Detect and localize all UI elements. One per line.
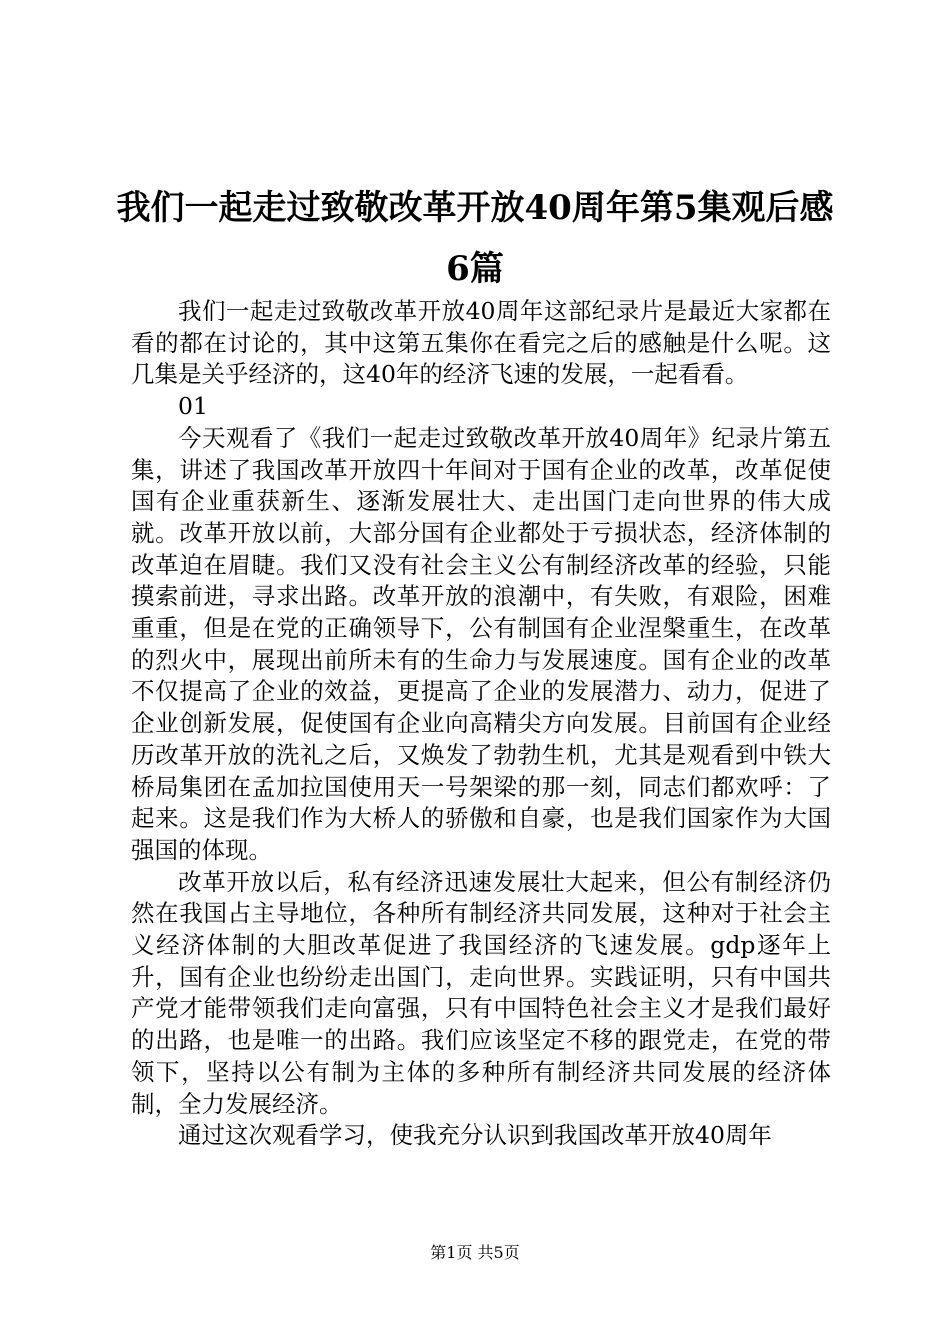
paragraph: 改革开放以后，私有经济迅速发展壮大起来，但公有制经济仍然在我国占主导地位，各种所有制经济共同发展，这种对于社会主义经济体制的大胆改革促进了我国经济的飞速发展。gdp逐年上升，国有企业也纷纷走出国门，走向世界。实践证明，只有中国共产党才能带领我们走向富强，只有中国特色社会主义才是我们最好的出路，也是唯一的出路。我们应该坚定不移的跟党走，在党的带领下，坚持以公有制为主体的多种所有制经济共同发展的经济体制，全力发展经济。 (131, 867, 831, 1118)
document-body (131, 296, 831, 1152)
paragraph-intro: 我们一起走过致敬改革开放40周年这部纪录片是最近大家都在看的都在讨论的，其中这第五集你在看完之后的感触是什么呢。这几集是关乎经济的，这40年的经济飞速的发展，一起看看。 (131, 297, 831, 389)
document-title: 我们一起走过致敬改革开放40周年第5集观后感6篇 (116, 188, 834, 289)
paragraph: 通过这次观看学习，使我充分认识到我国改革开放40周年 (178, 1121, 772, 1150)
page-number-footer: 第1页 共5页 (430, 1243, 520, 1262)
paragraph: 今天观看了《我们一起走过致敬改革开放40周年》纪录片第五集，讲述了我国改革开放四十年间对于国有企业的改革，改革促使国有企业重获新生、逐渐发展壮大、走出国门走向世界的伟大成就。改革开放以前，大部分国有企业都处于亏损状态，经济体制的改革迫在眉睫。我们又没有社会主义公有制经济改革的经验，只能摸索前进，寻求出路。改革开放的浪潮中，有失败，有艰险，困难重重，但是在党的正确领导下，公有制国有企业涅槃重生，在改革的烈火中，展现出前所未有的生命力与发展速度。国有企业的改革不仅提高了企业的效益，更提高了企业的发展潜力、动力，促进了企业创新发展，促使国有企业向高精尖方向发展。目前国有企业经历改革开放的洗礼之后，又焕发了勃勃生机，尤其是观看到中铁大桥局集团在孟加拉国使用天一号架梁的那一刻，同志们都欢呼：了起来。这是我们作为大桥人的骄傲和自豪，也是我们国家作为大国强国的体现。 (131, 423, 831, 864)
section-number: 01 (178, 392, 208, 421)
